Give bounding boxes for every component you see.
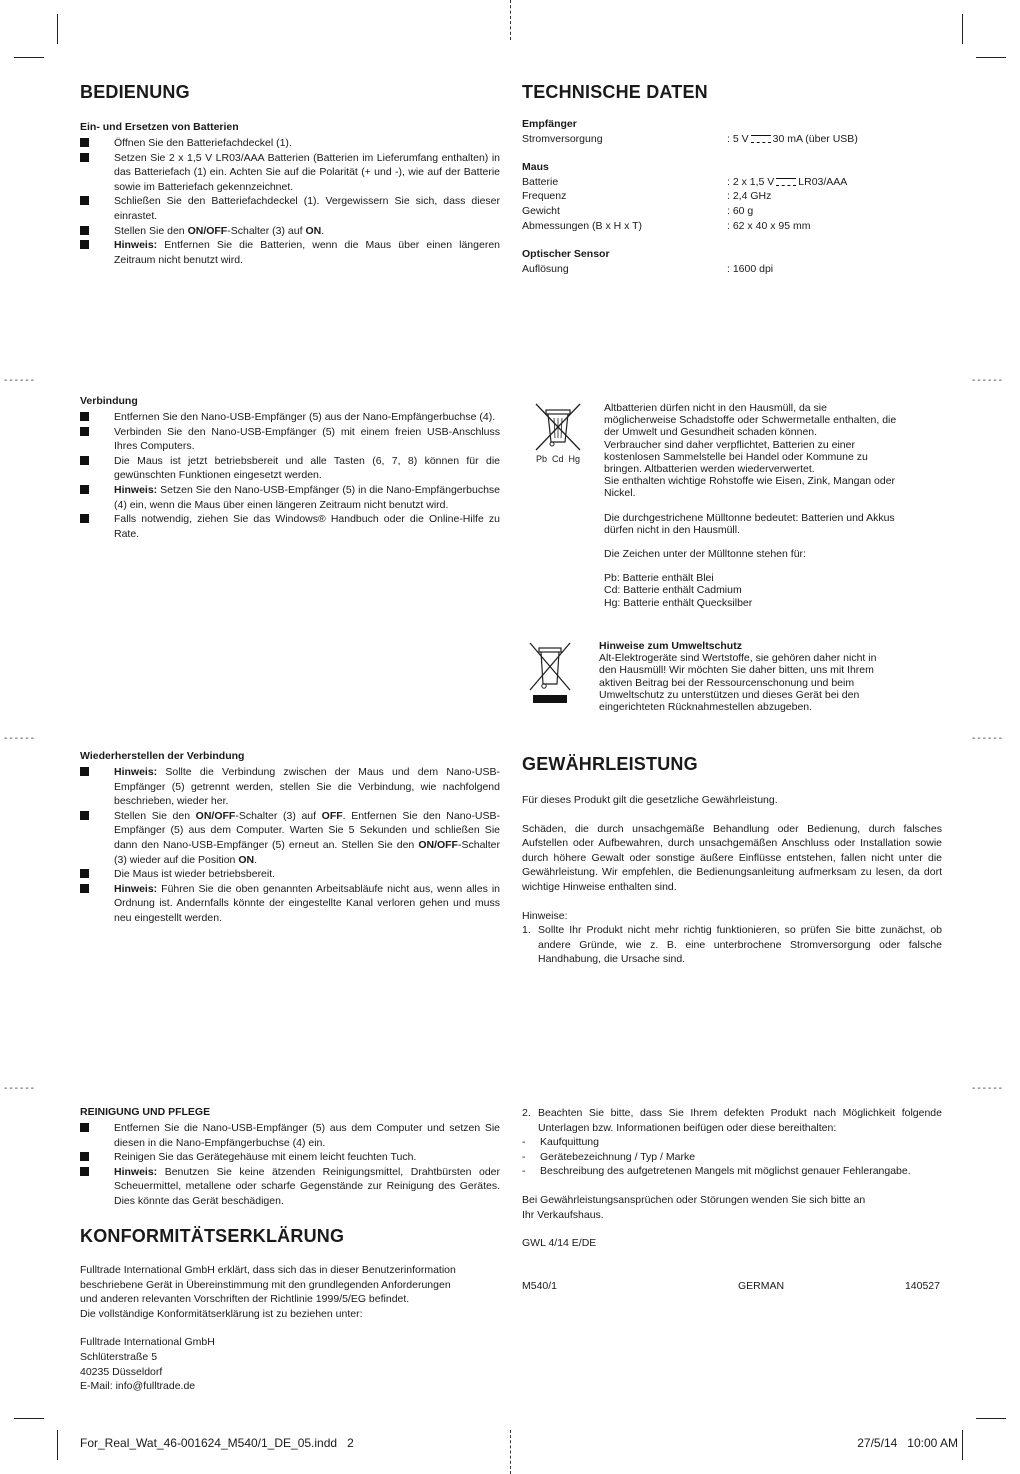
- battery-info-text: Altbatterien dürfen nicht in den Hausmüll, da sie möglicherweise Schadstoffe oder Schwermetalle enthalten, die der Umwelt und Gesundheit schaden können. Verbraucher sind daher verpflichtet, Batterien zu einer kostenlosen Sammelstelle bei Handel oder Kommune zu bringen. Altbatterien werden wiederverwertet. Sie enthalten wichtige Rohstoffe wie Eisen, Zink, Mangan oder Nickel. Die durchgestrichene Mülltonne bedeutet: Batterien und Akkus dürfen nicht in den Hausmüll. Die Zeichen unter der Mülltonne stehen für: Pb: Batterie enthält Blei Cd: Batterie enthält Cadmium Hg: Batterie enthält Quecksilber: [604, 402, 897, 609]
- spec-row: Frequenz : 2,4 GHz: [522, 190, 772, 203]
- bullet-icon: [80, 1167, 89, 1176]
- verbindung-heading: Verbindung: [80, 395, 138, 407]
- tech-title: TECHNISCHE DATEN: [522, 82, 708, 102]
- bullet-icon: [80, 485, 89, 494]
- reinigung-list: [80, 1121, 500, 1209]
- reinigung-section: [80, 1106, 500, 1209]
- sensor-heading: Optischer Sensor: [522, 248, 610, 261]
- list-item: Hinweis: Benutzen Sie keine ätzenden Reinigungsmittel, Drahtbürsten oder Scheuermittel, metallene oder scharfe Gegenstände zur Reinigung des Gerätes. Dies könnte das Gerät beschädigen.: [80, 1165, 500, 1209]
- model-number: M540/1: [522, 1279, 558, 1292]
- bullet-icon: [80, 226, 89, 235]
- gewaehr-note-1: 1. Sollte Ihr Produkt nicht mehr richtig funktionieren, so prüfen Sie bitte zunächst, ob andere Gründe, wie z. B. eine unterbrochene Stromversorgung oder falsche Handhabung, die Ursache sind.: [522, 924, 942, 966]
- bullet-icon: [80, 138, 89, 147]
- list-item: Entfernen Sie den Nano-USB-Empfänger (5) aus der Nano-Empfängerbuchse (4).: [80, 410, 500, 425]
- bullet-icon: [80, 811, 89, 820]
- batteries-heading: Ein- und Ersetzen von Batterien: [80, 121, 239, 133]
- spec-row: Gewicht : 60 g: [522, 204, 754, 217]
- gewaehr-p1: Für dieses Produkt gilt die gesetzliche Gewährleistung.: [522, 794, 778, 806]
- wiederherstellen-section: [80, 750, 500, 926]
- list-item: Entfernen Sie die Nano-USB-Empfänger (5) aus dem Computer und setzen Sie diesen in die Nano-Empfängerbuchse (4) ein.: [80, 1121, 500, 1150]
- verbindung-list: [80, 410, 500, 541]
- list-item: - Gerätebezeichnung / Typ / Marke: [522, 1150, 696, 1163]
- hinweise-label: Hinweise:: [522, 909, 568, 922]
- list-item: Hinweis: Entfernen Sie die Batterien, wenn die Maus über einen längeren Zeitraum nicht benutzt wird.: [80, 238, 500, 267]
- maus-heading: Maus: [522, 161, 549, 174]
- bullet-icon: [80, 869, 89, 878]
- verbindung-section: [80, 395, 500, 541]
- contact-line-1: Bei Gewährleistungsansprüchen oder Störungen wenden Sie sich bitte an: [522, 1193, 866, 1206]
- spec-row: Batterie : 2 x 1,5 V LR03/AAA: [522, 175, 848, 188]
- bullet-icon: [80, 767, 89, 776]
- wiederherstellen-list: [80, 765, 500, 926]
- list-item: Die Maus ist jetzt betriebsbereit und alle Tasten (6, 7, 8) können für die gewünschten Funktionen eingesetzt werden.: [80, 454, 500, 483]
- gewaehr-note-2: 2. Beachten Sie bitte, dass Sie Ihrem defekten Produkt nach Möglichkeit folgende Unterlagen bzw. Informationen beifügen oder diese bereithalten:: [522, 1107, 942, 1134]
- list-item: Falls notwendig, ziehen Sie das Windows® Handbuch oder die Online-Hilfe zu Rate.: [80, 512, 500, 541]
- bin-labels: Pb Cd Hg: [536, 454, 581, 464]
- language-label: GERMAN: [737, 1279, 785, 1292]
- list-item: Öffnen Sie den Batteriefachdeckel (1).: [80, 136, 500, 151]
- bullet-icon: [80, 412, 89, 421]
- konformitaet-title: KONFORMITÄTSERKLÄRUNG: [80, 1226, 345, 1246]
- footer-date: 27/5/14 10:00 AM: [857, 1436, 958, 1450]
- bullet-icon: [80, 1152, 89, 1161]
- footer-filename: For_Real_Wat_46-001624_M540/1_DE_05.indd 2: [80, 1436, 354, 1450]
- contact-line-2: Ihr Verkaufshaus.: [522, 1208, 604, 1221]
- konformitaet-text: Fulltrade International GmbH erklärt, dass sich das in dieser Benutzerinformation beschriebene Gerät in Übereinstimmung mit den grundlegenden Anforderungen und anderen relevanten Vorschriften der Richtlinie 1999/5/EG befindet. Die vollständige Konformitätserklärung ist zu beziehen unter:: [80, 1264, 456, 1320]
- list-item: Verbinden Sie den Nano-USB-Empfänger (5) mit einem freien USB-Anschluss Ihres Computers.: [80, 425, 500, 454]
- list-item: Stellen Sie den ON/OFF-Schalter (3) auf OFF. Entfernen Sie den Nano-USB-Empfänger (5) aus dem Computer. Warten Sie 5 Sekunden und schließen Sie dann den Nano-USB-Empfänger (5) erneut an. Stellen Sie den ON/OFF-Schalter (3) wieder auf die Position ON.: [80, 809, 500, 867]
- wiederherstellen-heading: Wiederherstellen der Verbindung: [80, 750, 245, 762]
- umwelt-heading: Hinweise zum Umweltschutz: [599, 640, 742, 652]
- gewaehr-p2: Schäden, die durch unsachgemäße Behandlung oder Bedienung, durch falsches Aufstellen oder Aufbewahren, durch unsachgemäßen Anschluss oder Installation sowie durch höhere Gewalt oder sonstige äußere Einflüsse entstehen, fallen nicht unter die Gewährleistung. Wir empfehlen, die Bedienungsanleitung aufmerksam zu lesen, da dort wichtige Hinweise enthalten sind.: [522, 822, 942, 893]
- umwelt-text: Hinweise zum Umweltschutz Alt-Elektrogeräte sind Wertstoffe, sie gehören daher nicht in den Hausmüll! Wir möchten Sie daher bitten, uns mit Ihrem aktiven Beitrag bei der Ressourcenschonung und beim Umweltschutz zu unterstützen und dieses Gerät bei den eingerichteten Rücknahmestellen abzugeben.: [599, 640, 939, 713]
- bullet-icon: [80, 514, 89, 523]
- list-item: Reinigen Sie das Gerätegehäuse mit einem leicht feuchten Tuch.: [80, 1150, 500, 1165]
- gewaehr-section: [522, 754, 942, 967]
- tech-section: [522, 82, 942, 276]
- list-item: Die Maus ist wieder betriebsbereit.: [80, 867, 500, 882]
- spec-row: Abmessungen (B x H x T) : 62 x 40 x 95 mm: [522, 219, 811, 232]
- batteries-list: [80, 136, 500, 267]
- spec-row: Stromversorgung : 5 V 30 mA (über USB): [522, 132, 858, 145]
- bullet-icon: [80, 456, 89, 465]
- list-item: Stellen Sie den ON/OFF-Schalter (3) auf ON.: [80, 224, 500, 239]
- list-item: Hinweis: Setzen Sie den Nano-USB-Empfänger (5) in die Nano-Empfängerbuchse (4) ein, wenn die Maus über einen längeren Zeitraum nicht benutzt wird.: [80, 483, 500, 512]
- list-item: - Kaufquittung: [522, 1136, 599, 1149]
- list-item: - Beschreibung des aufgetretenen Mangels mit möglichst genauer Fehlerangabe.: [522, 1165, 911, 1178]
- bullet-icon: [80, 884, 89, 893]
- list-item: Schließen Sie den Batteriefachdeckel (1). Vergewissern Sie sich, dass dieser einrastet.: [80, 194, 500, 223]
- bullet-icon: [80, 240, 89, 249]
- dc-symbol-icon: [751, 135, 771, 143]
- weee-bin-icon: [527, 640, 573, 704]
- gewaehr-title: GEWÄHRLEISTUNG: [522, 754, 698, 774]
- list-item: Setzen Sie 2 x 1,5 V LR03/AAA Batterien (Batterien im Lieferumfang enthalten) in das Batteriefach (1) ein. Achten Sie auf die Polarität (+ und -), wie auf der Batterie sowie im Batteriefach gekennzeichnet.: [80, 151, 500, 195]
- bullet-icon: [80, 427, 89, 436]
- empfaenger-heading: Empfänger: [522, 118, 577, 130]
- gewaehr-continued: [522, 1106, 942, 1293]
- bedienung-section: [80, 82, 500, 267]
- konformitaet-section: [80, 1226, 510, 1394]
- bedienung-title: BEDIENUNG: [80, 82, 190, 102]
- list-item: Hinweis: Sollte die Verbindung zwischen der Maus und dem Nano-USB-Empfänger (5) getrennt werden, stellen Sie die Verbindung, wie nachfolgend beschrieben, wieder her.: [80, 765, 500, 809]
- spec-row: Auflösung : 1600 dpi: [522, 262, 774, 275]
- model-row: [522, 1279, 940, 1294]
- reinigung-heading: REINIGUNG UND PFLEGE: [80, 1106, 211, 1118]
- list-item: Hinweis: Führen Sie die oben genannten Arbeitsabläufe nicht aus, wenn alles in Ordnung ist. Andernfalls könnte der eingestellte Kanal verloren gehen und muss neu eingestellt werden.: [80, 882, 500, 926]
- bullet-icon: [80, 196, 89, 205]
- address-block: Fulltrade International GmbH Schlüterstraße 5 40235 Düsseldorf E-Mail: info@fulltrade.de: [80, 1336, 215, 1393]
- bullet-icon: [80, 1123, 89, 1132]
- gwl-code: GWL 4/14 E/DE: [522, 1237, 597, 1250]
- bullet-icon: [80, 153, 89, 162]
- dc-symbol-icon: [776, 178, 796, 186]
- print-code: 140527: [904, 1279, 940, 1292]
